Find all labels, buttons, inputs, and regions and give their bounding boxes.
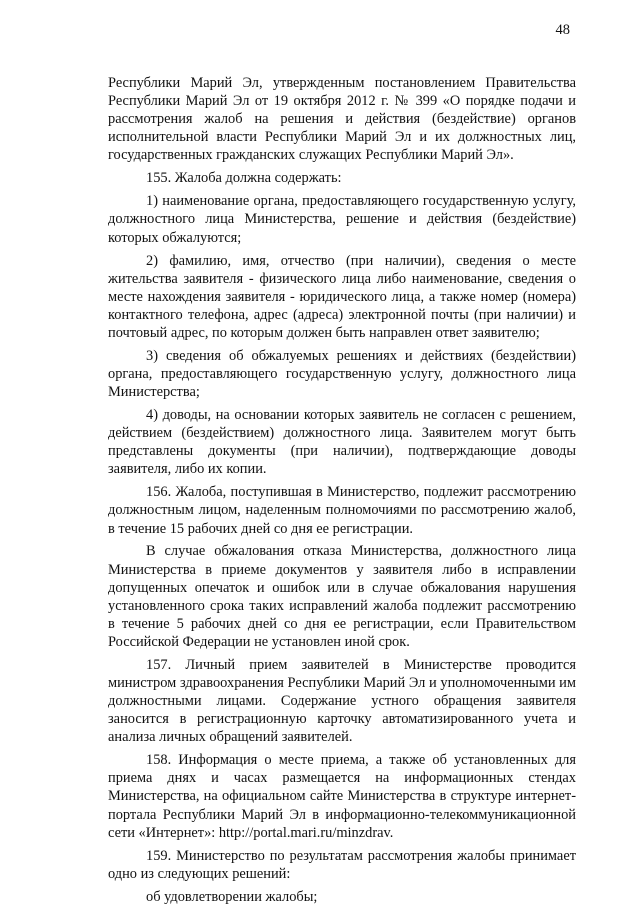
paragraph: 1) наименование органа, предоставляющего государственную услугу, должностного лица Министерства, решение и действия (бездействие) которых обжалуются; (108, 193, 576, 246)
paragraph: 3) сведения об обжалуемых решениях и действиях (бездействии) органа, предоставляющего государственную услугу, должностного лица Министерства; (108, 347, 576, 401)
paragraph: 4) доводы, на основании которых заявитель не согласен с решением, действием (бездействием) должностного лица. Заявителем могут быть представлены документы (при наличии), подтверждающие доводы заявителя, либо их копии. (108, 407, 576, 478)
paragraph: 157. Личный прием заявителей в Министерстве проводится министром здравоохранения Республики Марий Эл и уполномоченными им должностными лицами. Содержание устного обращения заявителя заносится в регистрационную карточку автоматизированного учета и анализа личных обращений заявителей. (108, 656, 576, 746)
paragraph: В случае обжалования отказа Министерства, должностного лица Министерства в приеме документов у заявителя либо в исправлении допущенных опечаток и ошибок или в случае обжалования нарушения установленного срока таких исправлений жалоба подлежит рассмотрению в течение 5 рабочих дней со дня ее регистрации, если Правительством Российской Федерации не установлен иной срок. (108, 543, 576, 650)
paragraph: об удовлетворении жалобы; (146, 888, 318, 905)
document-body (108, 74, 576, 911)
paragraph: 156. Жалоба, поступившая в Министерство, подлежит рассмотрению должностным лицом, наделенным полномочиями по рассмотрению жалоб, в течение 15 рабочих дней со дня ее регистрации. (108, 484, 576, 537)
page-number: 48 (555, 22, 570, 38)
paragraph: 159. Министерство по результатам рассмотрения жалобы принимает одно из следующих решений: (108, 847, 576, 882)
paragraph: 2) фамилию, имя, отчество (при наличии), сведения о месте жительства заявителя - физического лица либо наименование, сведения о месте нахождения заявителя - юридического лица, а также номер (номера) контактного телефона, адрес (адреса) электронной почты (при наличии) и почтовый адрес, по которым должен быть направлен ответ заявителю; (108, 252, 576, 341)
paragraph: 155. Жалоба должна содержать: (146, 170, 342, 187)
paragraph: Республики Марий Эл, утвержденным постановлением Правительства Республики Марий Эл от 19 октября 2012 г. № 399 «О порядке подачи и рассмотрения жалоб на решения и действия (бездействие) органов исполнительной власти Республики Марий Эл и их должностных лиц, государственных гражданских служащих Республики Марий Эл». (108, 75, 576, 164)
paragraph: 158. Информация о месте приема, а также об установленных для приема днях и часах размещается на информационных стендах Министерства, на официальном сайте Министерства в структуре интернет-портала Республики Марий Эл в информационно-телекоммуникационной сети «Интернет»: http://portal.mari.ru/minzdrav. (108, 752, 576, 841)
